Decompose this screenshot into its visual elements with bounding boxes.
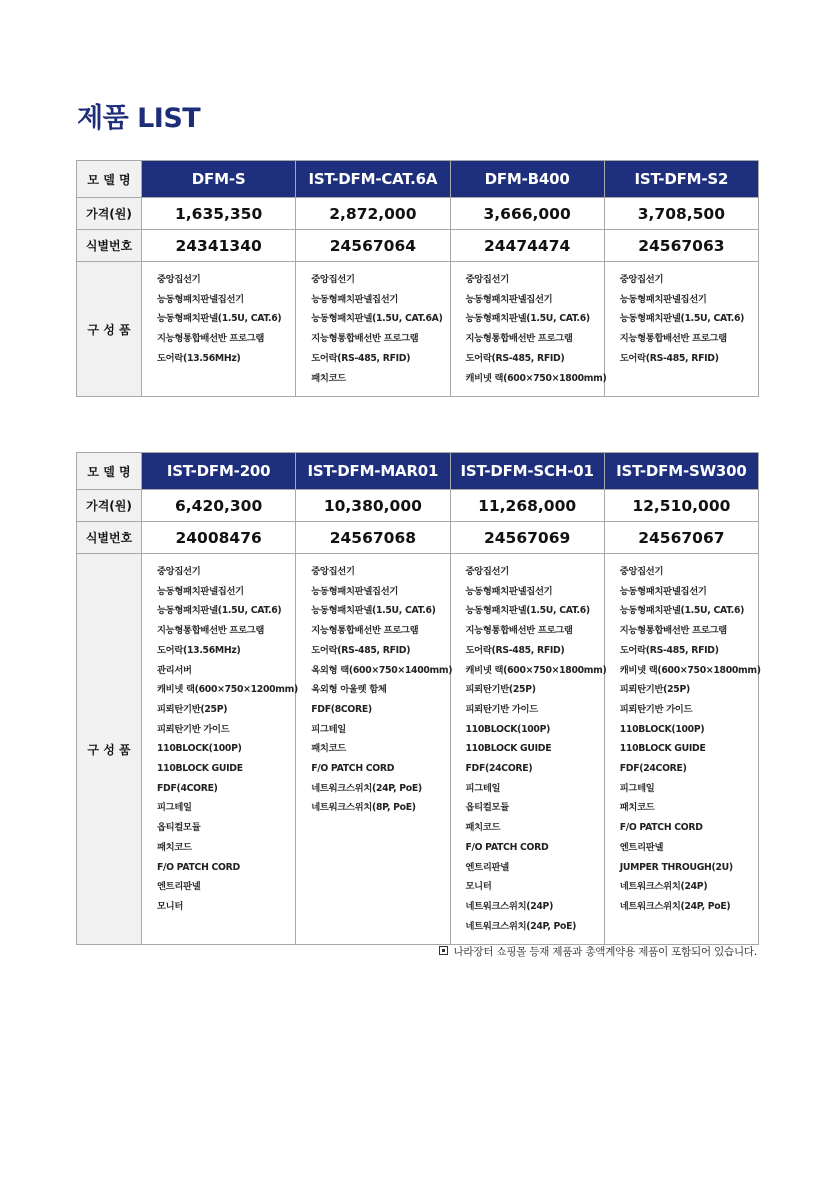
component-item: 도어락(RS-485, RFID) — [311, 644, 411, 656]
component-item: JUMPER THROUGH(2U) — [619, 861, 733, 873]
component-item: 지능형통합배선반 프로그램 — [311, 333, 419, 345]
component-item: FDF(24CORE) — [619, 763, 687, 775]
price-row — [77, 198, 759, 230]
component-item: 피그테일 — [619, 782, 655, 794]
component-item: 관리서버 — [157, 664, 192, 676]
price-row — [77, 490, 759, 522]
component-item: 능동형패치판넬집선기 — [157, 293, 244, 305]
code-cell: 24567068 — [296, 522, 450, 554]
price-cell: 1,635,350 — [142, 198, 296, 230]
component-item: 능동형패치판넬(1.5U, CAT.6A) — [311, 313, 443, 325]
component-item: 지능형통합배선반 프로그램 — [157, 625, 265, 637]
component-item: 피그테일 — [157, 802, 192, 814]
price-cell: 6,420,300 — [142, 490, 296, 522]
component-item: 능동형패치판넬집선기 — [619, 585, 707, 597]
component-item: 피뢰탄기반(25P) — [157, 703, 228, 715]
component-item: 도어락(RS-485, RFID) — [311, 352, 411, 364]
component-item: 중앙집선기 — [157, 566, 201, 577]
component-item: 중앙집선기 — [311, 566, 355, 577]
price-cell: 11,268,000 — [450, 490, 604, 522]
component-item: 네트워크스위치(24P) — [465, 900, 554, 912]
component-item: 엔트리판넬 — [465, 861, 509, 873]
component-item: F/O PATCH CORD — [619, 822, 703, 834]
components-list — [142, 262, 296, 397]
component-item: 네트워크스위치(24P, PoE) — [465, 920, 577, 932]
price-cell: 2,872,000 — [296, 198, 450, 230]
components-list — [450, 262, 607, 397]
component-item: 중앙집선기 — [619, 566, 664, 577]
component-item: 지능형통합배선반 프로그램 — [311, 625, 419, 637]
component-item: 도어락(13.56MHz) — [157, 644, 241, 656]
component-item: F/O PATCH CORD — [465, 841, 549, 853]
price-cell: 3,666,000 — [450, 198, 604, 230]
component-item: 지능형통합배선반 프로그램 — [157, 333, 265, 345]
components-list — [604, 554, 761, 945]
component-item: 패치코드 — [311, 743, 346, 755]
model-row — [77, 453, 759, 490]
components-label: 구 성 품 — [77, 554, 142, 945]
code-cell: 24567064 — [296, 230, 450, 262]
code-row — [77, 230, 759, 262]
component-item: FDF(8CORE) — [311, 703, 372, 715]
model-cell: IST-DFM-MAR01 — [296, 453, 450, 490]
model-cell: DFM-S — [142, 161, 296, 198]
component-item: 중앙집선기 — [157, 274, 201, 285]
component-item: 능동형패치판넬(1.5U, CAT.6) — [619, 605, 745, 617]
component-item: 능동형패치판넬(1.5U, CAT.6) — [465, 313, 590, 325]
components-list — [296, 554, 453, 945]
component-item: 모니터 — [157, 900, 184, 912]
footnote-text: 나라장터 쇼핑몰 등재 제품과 총액계약용 제품이 포함되어 있습니다. — [453, 946, 757, 958]
model-cell: IST-DFM-200 — [142, 453, 296, 490]
components-row — [77, 554, 759, 945]
component-item: 지능형통합배선반 프로그램 — [465, 625, 573, 637]
component-item: 110BLOCK GUIDE — [157, 763, 243, 775]
component-item: 능동형패치판넬집선기 — [619, 293, 707, 305]
code-cell: 24567067 — [604, 522, 758, 554]
price-cell: 3,708,500 — [604, 198, 758, 230]
component-item: 네트워크스위치(8P, PoE) — [311, 802, 416, 814]
code-cell: 24474474 — [450, 230, 604, 262]
model-cell: IST-DFM-SCH-01 — [450, 453, 604, 490]
component-item: F/O PATCH CORD — [157, 861, 240, 873]
model-label: 모 델 명 — [77, 161, 142, 198]
component-item: FDF(24CORE) — [465, 763, 533, 775]
component-item: 능동형패치판넬(1.5U, CAT.6) — [157, 605, 282, 617]
component-item: 패치코드 — [465, 822, 501, 834]
square-bullet-icon — [439, 946, 448, 955]
code-row — [77, 522, 759, 554]
component-item: 피뢰탄기반(25P) — [465, 684, 536, 696]
code-cell: 24341340 — [142, 230, 296, 262]
component-item: 엔트리판넬 — [619, 841, 664, 853]
model-row — [77, 161, 759, 198]
component-item: 피뢰탄기반 가이드 — [465, 703, 538, 715]
price-cell: 10,380,000 — [296, 490, 450, 522]
component-item: 옥외형 아울렛 함체 — [311, 684, 387, 696]
code-label: 식별번호 — [77, 522, 142, 554]
code-cell: 24567063 — [604, 230, 758, 262]
component-item: 패치코드 — [619, 802, 655, 814]
component-item: 피뢰탄기반 가이드 — [157, 723, 230, 735]
component-item: 능동형패치판넬집선기 — [157, 585, 244, 597]
code-label: 식별번호 — [77, 230, 142, 262]
component-item: FDF(4CORE) — [157, 782, 218, 794]
component-item: 옵티컬모듈 — [157, 822, 201, 834]
component-item: 네트워크스위치(24P, PoE) — [619, 900, 731, 912]
component-item: 중앙집선기 — [465, 274, 509, 285]
component-item: 능동형패치판넬집선기 — [465, 585, 553, 597]
model-cell: IST-DFM-CAT.6A — [296, 161, 450, 198]
component-item: 옵티컬모듈 — [465, 802, 509, 814]
model-label: 모 델 명 — [77, 453, 142, 490]
component-item: 네트워크스위치(24P, PoE) — [311, 782, 422, 794]
component-item: 도어락(RS-485, RFID) — [465, 352, 565, 364]
component-item: 엔트리판넬 — [157, 881, 201, 893]
component-item: 도어락(RS-485, RFID) — [465, 644, 565, 656]
model-cell: IST-DFM-SW300 — [604, 453, 758, 490]
component-item: 캐비넷 랙(600×750×1200mm) — [157, 684, 298, 696]
component-item: 110BLOCK(100P) — [619, 723, 705, 735]
component-item: 능동형패치판넬(1.5U, CAT.6) — [311, 605, 436, 617]
component-item: 지능형통합배선반 프로그램 — [619, 333, 727, 345]
component-item: 도어락(RS-485, RFID) — [619, 352, 719, 364]
component-item: 능동형패치판넬(1.5U, CAT.6) — [157, 313, 282, 325]
component-item: 캐비넷 랙(600×750×1800mm) — [465, 664, 607, 676]
product-table-2 — [76, 452, 759, 945]
component-item: F/O PATCH CORD — [311, 763, 395, 775]
component-item: 패치코드 — [311, 372, 346, 384]
component-item: 지능형통합배선반 프로그램 — [619, 625, 727, 637]
page-title: 제품 LIST — [77, 103, 201, 134]
component-item: 모니터 — [465, 881, 492, 893]
model-cell: DFM-B400 — [450, 161, 604, 198]
components-list — [604, 262, 758, 397]
code-cell: 24008476 — [142, 522, 296, 554]
component-item: 피뢰탄기반 가이드 — [619, 703, 693, 715]
components-list — [296, 262, 450, 397]
component-item: 능동형패치판넬(1.5U, CAT.6) — [619, 313, 745, 325]
price-cell: 12,510,000 — [604, 490, 758, 522]
component-item: 패치코드 — [157, 841, 192, 853]
product-table-1 — [76, 160, 759, 397]
component-item: 중앙집선기 — [619, 274, 664, 285]
price-label: 가격(원) — [77, 490, 142, 522]
code-cell: 24567069 — [450, 522, 604, 554]
component-item: 피그테일 — [311, 723, 346, 735]
components-row — [77, 262, 759, 397]
footnote — [400, 944, 757, 959]
component-item: 피뢰탄기반(25P) — [619, 684, 690, 696]
component-item: 네트워크스위치(24P) — [619, 881, 708, 893]
component-item: 캐비넷 랙(600×750×1800mm) — [465, 372, 607, 384]
component-item: 능동형패치판넬집선기 — [311, 293, 399, 305]
component-item: 피그테일 — [465, 782, 501, 794]
component-item: 110BLOCK GUIDE — [619, 743, 706, 755]
component-item: 110BLOCK(100P) — [465, 723, 551, 735]
component-item: 중앙집선기 — [311, 274, 355, 285]
component-item: 능동형패치판넬집선기 — [465, 293, 553, 305]
component-item: 110BLOCK(100P) — [157, 743, 242, 755]
component-item: 지능형통합배선반 프로그램 — [465, 333, 573, 345]
components-list — [142, 554, 296, 945]
component-item: 중앙집선기 — [465, 566, 509, 577]
model-cell: IST-DFM-S2 — [604, 161, 758, 198]
component-item: 옥외형 랙(600×750×1400mm) — [311, 664, 453, 676]
component-item: 캐비넷 랙(600×750×1800mm) — [619, 664, 761, 676]
components-list — [450, 554, 607, 945]
component-item: 110BLOCK GUIDE — [465, 743, 552, 755]
price-label: 가격(원) — [77, 198, 142, 230]
components-label: 구 성 품 — [77, 262, 142, 397]
component-item: 도어락(RS-485, RFID) — [619, 644, 719, 656]
component-item: 능동형패치판넬(1.5U, CAT.6) — [465, 605, 590, 617]
component-item: 도어락(13.56MHz) — [157, 352, 241, 364]
component-item: 능동형패치판넬집선기 — [311, 585, 399, 597]
